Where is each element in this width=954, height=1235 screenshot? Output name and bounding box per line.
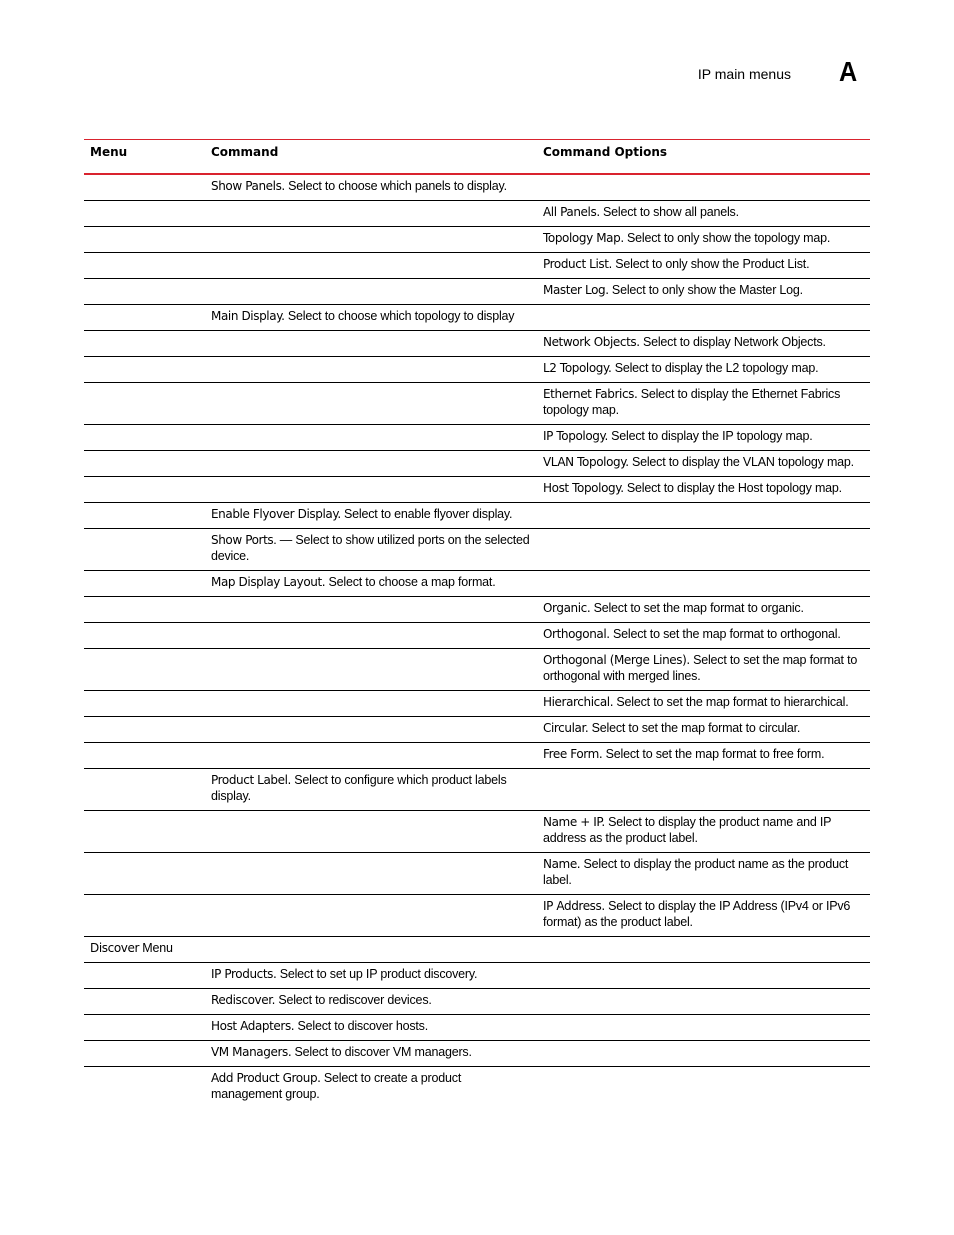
column-header-command-options: Command Options: [537, 140, 870, 175]
command-cell: [205, 853, 537, 895]
command-cell: [205, 477, 537, 503]
command-cell: [205, 357, 537, 383]
option-name: L2 Topology.: [543, 361, 612, 375]
option-description: Select to set the map format to hierarchical.: [613, 695, 849, 709]
command-option-cell: [537, 477, 870, 503]
appendix-letter: A: [838, 56, 857, 87]
table-row: [84, 201, 870, 227]
command-cell: [205, 571, 537, 597]
menu-cell: [84, 331, 205, 357]
command-option-cell: [537, 174, 870, 201]
option-description: Select to display the product name as the product label.: [543, 857, 849, 887]
menu-cell: [84, 227, 205, 253]
command-description: Select to choose which panels to display.: [284, 179, 507, 193]
menu-cell: [84, 597, 205, 623]
table-row: [84, 1067, 870, 1109]
command-cell: [205, 989, 537, 1015]
option-name: Product List.: [543, 257, 612, 271]
command-description: Select to enable flyover display.: [340, 507, 513, 521]
option-description: Select to only show the Master Log.: [608, 283, 803, 297]
command-option-cell: [537, 503, 870, 529]
table-row: [84, 253, 870, 279]
command-option-cell: [537, 253, 870, 279]
command-description: Select to set up IP product discovery.: [276, 967, 478, 981]
option-description: Select to display the Ethernet Fabrics topology map.: [543, 387, 841, 417]
command-name: VM Managers.: [211, 1045, 292, 1059]
command-cell: [205, 383, 537, 425]
table-row: [84, 357, 870, 383]
table-row: [84, 937, 870, 963]
table-row: [84, 477, 870, 503]
command-name: Show Panels.: [211, 179, 285, 193]
command-cell: [205, 895, 537, 937]
command-name: Rediscover.: [211, 993, 276, 1007]
command-name: Enable Flyover Display.: [211, 507, 341, 521]
table-row: [84, 227, 870, 253]
command-cell: [205, 649, 537, 691]
command-option-cell: [537, 279, 870, 305]
command-option-cell: [537, 227, 870, 253]
option-name: Orthogonal (Merge Lines).: [543, 653, 690, 667]
table-row: [84, 1041, 870, 1067]
table-row: [84, 1015, 870, 1041]
command-option-cell: [537, 717, 870, 743]
command-option-cell: [537, 383, 870, 425]
option-name: Ethernet Fabrics.: [543, 387, 638, 401]
menu-cell: [84, 529, 205, 571]
command-cell: [205, 201, 537, 227]
table-row: [84, 425, 870, 451]
table-row: [84, 529, 870, 571]
menu-cell: [84, 201, 205, 227]
table-header: [84, 140, 870, 175]
command-cell: [205, 425, 537, 451]
command-cell: [205, 769, 537, 811]
table-row: [84, 989, 870, 1015]
command-option-cell: [537, 811, 870, 853]
menu-cell: [84, 1067, 205, 1109]
command-option-cell: [537, 305, 870, 331]
menu-cell: [84, 769, 205, 811]
command-description: Select to discover hosts.: [294, 1019, 428, 1033]
command-name: IP Products.: [211, 967, 277, 981]
table-row: [84, 649, 870, 691]
menu-cell: [84, 895, 205, 937]
option-name: Orthogonal.: [543, 627, 610, 641]
table-row: [84, 571, 870, 597]
command-option-cell: [537, 357, 870, 383]
menu-cell: [84, 623, 205, 649]
command-cell: [205, 811, 537, 853]
command-option-cell: [537, 1015, 870, 1041]
command-description: Select to configure which product labels display.: [211, 773, 507, 803]
command-cell: [205, 691, 537, 717]
option-name: VLAN Topology.: [543, 455, 629, 469]
table-row: [84, 623, 870, 649]
menu-cell: [84, 571, 205, 597]
option-description: Select to only show the Product List.: [611, 257, 810, 271]
menu-cell: [84, 691, 205, 717]
option-description: Select to set the map format to circular.: [588, 721, 801, 735]
table-row: [84, 279, 870, 305]
menu-cell: [84, 425, 205, 451]
menu-cell: [84, 451, 205, 477]
menu-cell: [84, 937, 205, 963]
menu-cell: [84, 477, 205, 503]
table-row: [84, 383, 870, 425]
command-cell: [205, 1067, 537, 1109]
command-name: Host Adapters.: [211, 1019, 295, 1033]
table-row: [84, 963, 870, 989]
menu-suffix: Menu: [138, 941, 173, 955]
command-cell: [205, 305, 537, 331]
menu-cell: [84, 383, 205, 425]
command-description: . — Select to show utilized ports on the selected device.: [211, 533, 530, 563]
command-option-cell: [537, 743, 870, 769]
option-description: Select to set the map format to organic.: [590, 601, 804, 615]
command-option-cell: [537, 963, 870, 989]
command-description: Select to discover VM managers.: [291, 1045, 472, 1059]
command-name: Product Label.: [211, 773, 291, 787]
command-option-cell: [537, 451, 870, 477]
command-option-cell: [537, 331, 870, 357]
option-name: IP Topology.: [543, 429, 608, 443]
option-description: Select to display the Host topology map.: [623, 481, 842, 495]
command-cell: [205, 1041, 537, 1067]
option-description: Select to set the map format to orthogonal.: [609, 627, 841, 641]
menu-command-table: [84, 139, 870, 1108]
option-description: Select to only show the topology map.: [623, 231, 831, 245]
menu-cell: [84, 503, 205, 529]
command-cell: [205, 623, 537, 649]
command-option-cell: [537, 1067, 870, 1109]
menu-cell: [84, 853, 205, 895]
table-row: [84, 691, 870, 717]
command-option-cell: [537, 623, 870, 649]
command-cell: [205, 1015, 537, 1041]
menu-cell: [84, 989, 205, 1015]
menu-cell: [84, 1041, 205, 1067]
command-description: Select to choose a map format.: [325, 575, 496, 589]
command-option-cell: [537, 937, 870, 963]
command-name: Main Display.: [211, 309, 285, 323]
command-option-cell: [537, 691, 870, 717]
option-name: Hierarchical.: [543, 695, 614, 709]
menu-cell: [84, 357, 205, 383]
option-name: Circular.: [543, 721, 589, 735]
command-cell: [205, 743, 537, 769]
command-name: Map Display Layout.: [211, 575, 326, 589]
option-description: Select to set the map format to orthogonal with merged lines.: [543, 653, 858, 683]
command-cell: [205, 597, 537, 623]
option-description: Select to display the product name and IP address as the product label.: [543, 815, 832, 845]
table-row: [84, 717, 870, 743]
menu-name: Discover: [90, 941, 139, 955]
menu-cell: [84, 1015, 205, 1041]
command-cell: [205, 717, 537, 743]
command-cell: [205, 503, 537, 529]
command-option-cell: [537, 853, 870, 895]
menu-cell: [84, 305, 205, 331]
command-cell: [205, 227, 537, 253]
command-cell: [205, 331, 537, 357]
command-description: Select to create a product management group.: [211, 1071, 462, 1101]
table-row: [84, 743, 870, 769]
option-name: Host Topology.: [543, 481, 624, 495]
command-name: Show Ports: [211, 533, 274, 547]
command-option-cell: [537, 571, 870, 597]
command-cell: [205, 529, 537, 571]
table-row: [84, 331, 870, 357]
table-row: [84, 503, 870, 529]
table-row: [84, 853, 870, 895]
option-description: Select to display the L2 topology map.: [611, 361, 819, 375]
command-cell: [205, 279, 537, 305]
command-option-cell: [537, 895, 870, 937]
command-option-cell: [537, 989, 870, 1015]
option-description: Select to display the VLAN topology map.: [628, 455, 854, 469]
option-description: Select to display Network Objects.: [639, 335, 826, 349]
option-description: Select to display the IP Address (IPv4 or IPv6 format) as the product label.: [543, 899, 851, 929]
menu-cell: [84, 717, 205, 743]
table-row: [84, 174, 870, 201]
menu-cell: [84, 649, 205, 691]
option-description: Select to display the IP topology map.: [607, 429, 813, 443]
command-cell: [205, 253, 537, 279]
page-header: [0, 56, 954, 96]
command-description: Select to choose which topology to display: [284, 309, 515, 323]
command-option-cell: [537, 529, 870, 571]
command-option-cell: [537, 649, 870, 691]
table-row: [84, 895, 870, 937]
command-cell: [205, 174, 537, 201]
command-option-cell: [537, 769, 870, 811]
table-row: [84, 597, 870, 623]
table-body: [84, 174, 870, 1108]
option-name: Name.: [543, 857, 581, 871]
command-cell: [205, 937, 537, 963]
menu-cell: [84, 279, 205, 305]
option-name: Topology Map.: [543, 231, 624, 245]
menu-cell: [84, 253, 205, 279]
table-row: [84, 769, 870, 811]
command-option-cell: [537, 1041, 870, 1067]
option-name: Organic.: [543, 601, 591, 615]
menu-cell: [84, 963, 205, 989]
command-description: Select to rediscover devices.: [275, 993, 432, 1007]
command-cell: [205, 451, 537, 477]
section-title: IP main menus: [697, 66, 791, 82]
option-name: Network Objects.: [543, 335, 640, 349]
column-header-command: Command: [205, 140, 537, 175]
command-option-cell: [537, 597, 870, 623]
menu-cell: [84, 743, 205, 769]
menu-cell: [84, 174, 205, 201]
option-description: Select to set the map format to free form.: [602, 747, 825, 761]
menu-cell: [84, 811, 205, 853]
table-row: [84, 305, 870, 331]
column-header-menu: Menu: [84, 140, 205, 175]
command-option-cell: [537, 201, 870, 227]
option-name: Master Log.: [543, 283, 609, 297]
command-option-cell: [537, 425, 870, 451]
option-name: Name + IP.: [543, 815, 605, 829]
command-name: Add Product Group.: [211, 1071, 321, 1085]
command-cell: [205, 963, 537, 989]
table-row: [84, 811, 870, 853]
option-name: All Panels.: [543, 205, 600, 219]
option-name: Free Form.: [543, 747, 603, 761]
option-description: Select to show all panels.: [599, 205, 739, 219]
table-row: [84, 451, 870, 477]
option-name: IP Address.: [543, 899, 605, 913]
